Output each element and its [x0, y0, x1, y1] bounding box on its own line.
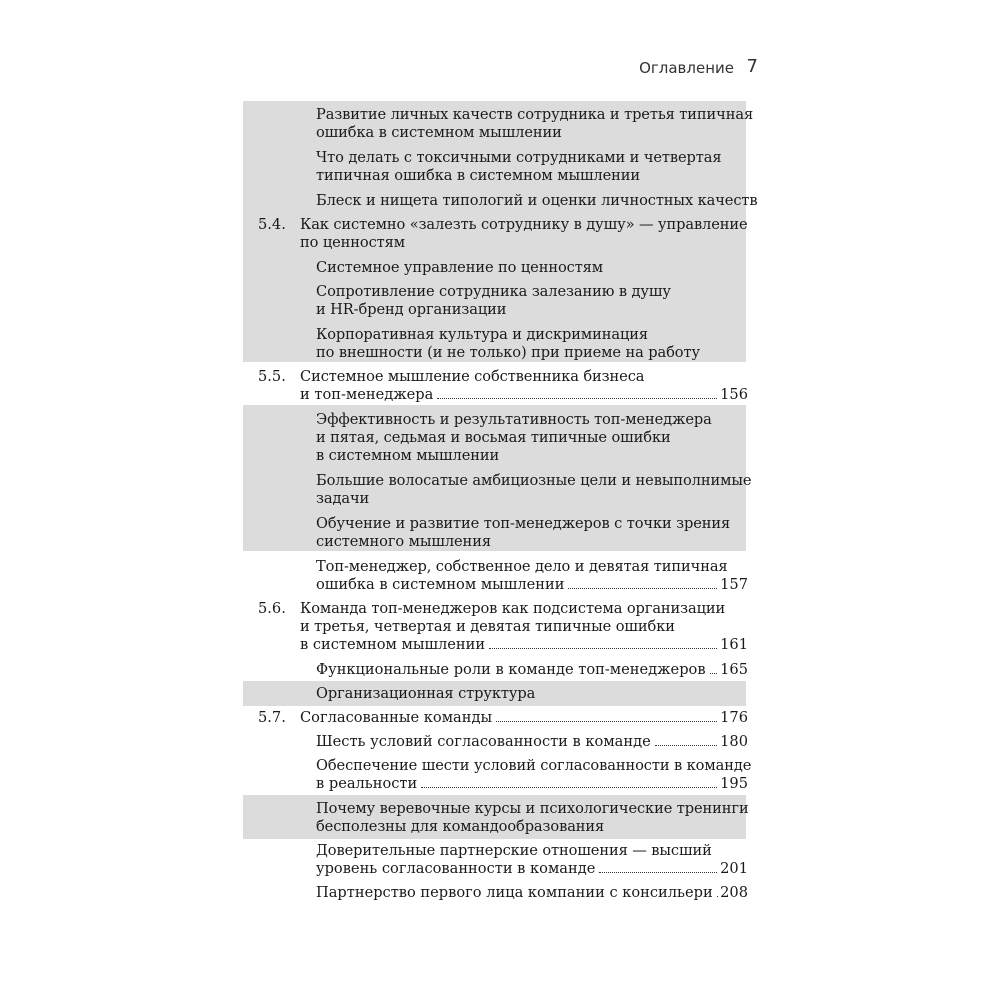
dot-leader: [599, 872, 717, 873]
toc-subsection-text: уровень согласованности в команде: [316, 860, 596, 877]
toc-subsection[interactable]: типичная ошибка в системном мышлении: [316, 167, 641, 184]
toc-subsection[interactable]: системного мышления: [316, 533, 491, 550]
toc-subsection-text: ошибка в системном мышлении: [316, 576, 565, 593]
toc-subsection[interactable]: Блеск и нищета типологий и оценки личностных качеств: [316, 192, 758, 209]
toc-chapter[interactable]: по ценностям: [300, 234, 406, 251]
toc-subsection[interactable]: Что делать с токсичными сотрудниками и четвертая: [316, 149, 722, 166]
toc-page-number: 195: [720, 775, 748, 792]
toc-subsection[interactable]: в системном мышлении: [316, 447, 500, 464]
running-header: [640, 56, 760, 78]
dot-leader: [496, 721, 717, 722]
dot-leader: [437, 398, 717, 399]
toc-subsection[interactable]: Доверительные партнерские отношения — высший: [316, 842, 712, 859]
toc-page-number: 157: [720, 576, 748, 593]
toc-page-number: 180: [720, 733, 748, 750]
toc-subsection-text: Функциональные роли в команде топ-менеджеров: [316, 661, 706, 678]
toc-subsection[interactable]: Развитие личных качеств сотрудника и третья типичная: [316, 106, 754, 123]
toc-subsection-text: в реальности: [316, 775, 418, 792]
toc-chapter[interactable]: Как системно «залезть сотруднику в душу» — управление: [300, 216, 748, 233]
page-number: 7: [746, 56, 758, 77]
toc-chapter-number: 5.7.: [258, 709, 286, 726]
toc-chapter-text: в системном мышлении: [300, 636, 486, 653]
toc-subsection[interactable]: Обучение и развитие топ-менеджеров с точки зрения: [316, 515, 731, 532]
toc-chapter-line[interactable]: [300, 385, 748, 405]
toc-subsection[interactable]: ошибка в системном мышлении: [316, 124, 562, 141]
toc-page-number: 161: [720, 636, 748, 653]
toc-subsection-line[interactable]: [316, 732, 748, 752]
toc-subsection-text: Партнерство первого лица компании с консильери: [316, 884, 713, 901]
dot-leader: [710, 673, 718, 674]
toc-page-number: 208: [720, 884, 748, 901]
toc-subsection[interactable]: Большие волосатые амбициозные цели и невыполнимые: [316, 472, 752, 489]
toc-chapter-number: 5.4.: [258, 216, 286, 233]
toc-chapter-number: 5.6.: [258, 600, 286, 617]
toc-subsection[interactable]: Обеспечение шести условий согласованности в команде: [316, 757, 752, 774]
toc-subsection-line[interactable]: [316, 774, 748, 794]
toc-subsection-line[interactable]: [316, 883, 748, 903]
dot-leader: [421, 787, 717, 788]
toc-chapter-text: Согласованные команды: [300, 709, 493, 726]
toc-page-number: 201: [720, 860, 748, 877]
toc-subsection[interactable]: по внешности (и не только) при приеме на работу: [316, 344, 700, 361]
toc-subsection-line[interactable]: [316, 859, 748, 879]
header-title: Оглавление: [639, 59, 734, 77]
toc-subsection[interactable]: задачи: [316, 490, 370, 507]
toc-page-number: 176: [720, 709, 748, 726]
toc-page-number: 165: [720, 661, 748, 678]
toc-subsection[interactable]: Сопротивление сотрудника залезанию в душу: [316, 283, 671, 300]
toc-chapter-line[interactable]: [300, 635, 748, 655]
toc-chapter[interactable]: Команда топ-менеджеров как подсистема организации: [300, 600, 726, 617]
toc-subsection[interactable]: и HR-бренд организации: [316, 301, 507, 318]
toc-subsection[interactable]: Корпоративная культура и дискриминация: [316, 326, 648, 343]
toc-subsection[interactable]: и пятая, седьмая и восьмая типичные ошибки: [316, 429, 671, 446]
toc-subsection-line[interactable]: [316, 660, 748, 680]
dot-leader: [489, 648, 717, 649]
toc-page-number: 156: [720, 386, 748, 403]
toc-subsection[interactable]: Топ-менеджер, собственное дело и девятая типичная: [316, 558, 728, 575]
toc-subsection-text: Шесть условий согласованности в команде: [316, 733, 651, 750]
toc-chapter-text: и топ-менеджера: [300, 386, 434, 403]
toc-subsection[interactable]: Эффективность и результативность топ-менеджера: [316, 411, 712, 428]
toc-subsection[interactable]: Почему веревочные курсы и психологические тренинги: [316, 800, 749, 817]
toc-chapter-line[interactable]: [300, 708, 748, 728]
toc-subsection[interactable]: бесполезны для командообразования: [316, 818, 605, 835]
toc-subsection-line[interactable]: [316, 575, 748, 595]
toc-chapter-number: 5.5.: [258, 368, 286, 385]
toc-subsection[interactable]: Системное управление по ценностям: [316, 259, 604, 276]
toc-chapter[interactable]: Системное мышление собственника бизнеса: [300, 368, 645, 385]
toc-chapter[interactable]: и третья, четвертая и девятая типичные ошибки: [300, 618, 675, 635]
dot-leader: [568, 588, 717, 589]
dot-leader: [655, 745, 717, 746]
toc-subsection[interactable]: Организационная структура: [316, 685, 536, 702]
